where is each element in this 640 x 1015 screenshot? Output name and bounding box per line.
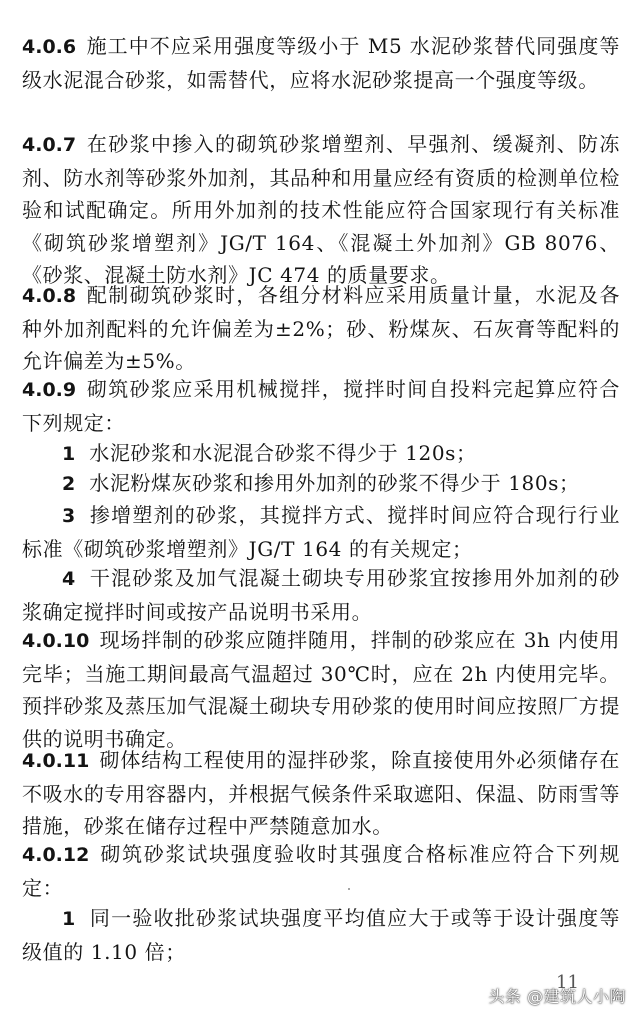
clause-number: 4.0.8	[22, 285, 77, 307]
scan-speck	[348, 888, 350, 890]
list-item	[22, 902, 620, 968]
clause-text: 配制砌筑砂浆时，各组分材料应采用质量计量，水泥及各种外加剂配料的允许偏差为±2%；砂、粉煤灰、石灰膏等配料的允许偏差为±5%。	[22, 283, 620, 374]
list-item	[22, 499, 620, 565]
clause-text: 砌体结构工程使用的湿拌砂浆，除直接使用外必须储存在不吸水的专用容器内，并根据气候条件采取遮阳、保温、防雨雪等措施，砂浆在储存过程中严禁随意加水。	[22, 748, 620, 839]
clause-4-0-9	[22, 373, 620, 439]
item-text: 水泥砂浆和水泥混合砂浆不得少于 120s；	[89, 441, 477, 465]
clause-text: 砌筑砂浆应采用机械搅拌，搅拌时间自投料完起算应符合下列规定：	[22, 377, 620, 435]
watermark: 头条 @建筑人小陶	[488, 987, 626, 1006]
clause-number: 4.0.10	[22, 630, 90, 652]
item-text: 干混砂浆及加气混凝土砌块专用砂浆宜按掺用外加剂的砂浆确定搅拌时间或按产品说明书采用。	[22, 566, 620, 624]
clause-4-0-6	[22, 30, 620, 96]
clause-4-0-7	[22, 128, 620, 292]
item-text: 同一验收批砂浆试块强度平均值应大于或等于设计强度等级值的 1.10 倍；	[22, 906, 620, 964]
item-number: 1	[62, 443, 76, 465]
item-number: 4	[62, 568, 76, 590]
list-item	[22, 467, 620, 501]
clause-number: 4.0.11	[22, 750, 90, 772]
item-number: 2	[62, 473, 76, 495]
item-number: 1	[62, 908, 76, 930]
item-text: 水泥粉煤灰砂浆和掺用外加剂的砂浆不得少于 180s；	[89, 471, 580, 495]
clause-text: 砌筑砂浆试块强度验收时其强度合格标准应符合下列规定：	[22, 842, 620, 900]
clause-text: 现场拌制的砂浆应随拌随用，拌制的砂浆应在 3h 内使用完毕；当施工期间最高气温超过 30℃时，应在 2h 内使用完毕。预拌砂浆及蒸压加气混凝土砌块专用砂浆的使用时间应按照厂方提供的说明书确定。	[22, 628, 620, 751]
clause-number: 4.0.9	[22, 379, 77, 401]
list-item	[22, 437, 620, 471]
clause-number: 4.0.6	[22, 36, 77, 58]
item-text: 掺增塑剂的砂浆，其搅拌方式、搅拌时间应符合现行行业标准《砌筑砂浆增塑剂》JG/T 164 的有关规定；	[22, 503, 620, 561]
page-number: 11	[556, 972, 579, 993]
clause-number: 4.0.7	[22, 134, 77, 156]
item-number: 3	[62, 505, 76, 527]
list-item	[22, 562, 620, 628]
clause-4-0-12	[22, 838, 620, 904]
clause-text: 施工中不应采用强度等级小于 M5 水泥砂浆替代同强度等级水泥混合砂浆，如需替代，应将水泥砂浆提高一个强度等级。	[22, 34, 620, 92]
clause-4-0-8	[22, 279, 620, 378]
clause-4-0-11	[22, 744, 620, 843]
clause-number: 4.0.12	[22, 844, 90, 866]
clause-text: 在砂浆中掺入的砌筑砂浆增塑剂、早强剂、缓凝剂、防冻剂、防水剂等砂浆外加剂，其品种和用量应经有资质的检测单位检验和试配确定。所用外加剂的技术性能应符合国家现行有关标准《砌筑砂浆增塑剂》JG/T 164、《混凝土外加剂》GB 8076、《砂浆、混凝土防水剂》JC 474 的质量要求。	[22, 132, 620, 288]
clause-4-0-10	[22, 624, 620, 755]
